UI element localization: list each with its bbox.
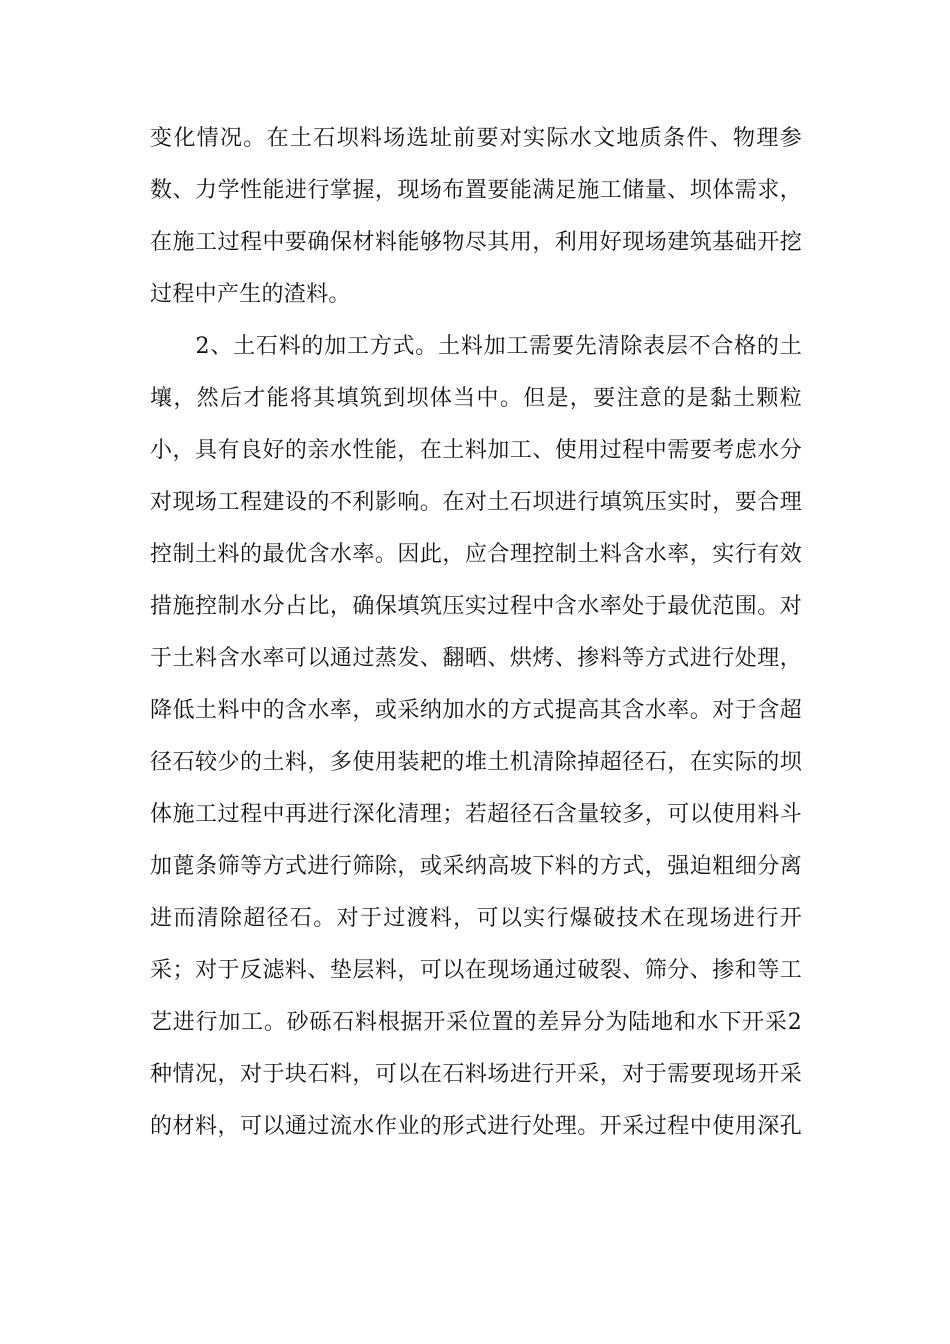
- text-line: 采；对于反滤料、垫层料，可以在现场通过破裂、筛分、掺和等工: [150, 958, 802, 983]
- text-line: 在施工过程中要确保材料能够物尽其用，利用好现场建筑基础开挖: [150, 230, 802, 255]
- text-line: 措施控制水分占比，确保填筑压实过程中含水率处于最优范围。对: [150, 594, 802, 619]
- text-line: 变化情况。在土石坝料场选址前要对实际水文地质条件、物理参: [150, 126, 802, 151]
- text-line: 径石较少的土料，多使用装耙的堆土机清除掉超径石，在实际的坝: [150, 750, 802, 775]
- text-line: 小，具有良好的亲水性能，在土料加工、使用过程中需要考虑水分: [150, 438, 802, 463]
- text-line: 于土料含水率可以通过蒸发、翻晒、烘烤、掺料等方式进行处理，: [150, 646, 802, 671]
- paragraph-start-line: 2、土石料的加工方式。土料加工需要先清除表层不合格的土: [150, 334, 802, 359]
- text-line: 体施工过程中再进行深化清理；若超径石含量较多，可以使用料斗: [150, 802, 802, 827]
- body-text: [150, 113, 802, 1153]
- text-line: 艺进行加工。砂砾石料根据开采位置的差异分为陆地和水下开采2: [150, 1010, 802, 1035]
- text-line: 数、力学性能进行掌握，现场布置要能满足施工储量、坝体需求，: [150, 178, 802, 203]
- text-line: 的材料，可以通过流水作业的形式进行处理。开采过程中使用深孔: [150, 1114, 802, 1139]
- paragraph-end-line: 过程中产生的渣料。: [150, 282, 351, 307]
- text-line: 加蓖条筛等方式进行筛除，或采纳高坡下料的方式，强迫粗细分离: [150, 854, 802, 879]
- text-line: 种情况，对于块石料，可以在石料场进行开采，对于需要现场开采: [150, 1062, 802, 1087]
- text-line: 壤，然后才能将其填筑到坝体当中。但是，要注意的是黏土颗粒: [150, 386, 802, 411]
- text-line: 控制土料的最优含水率。因此，应合理控制土料含水率，实行有效: [150, 542, 802, 567]
- text-line: 对现场工程建设的不利影响。在对土石坝进行填筑压实时，要合理: [150, 490, 802, 515]
- text-line: 进而清除超径石。对于过渡料，可以实行爆破技术在现场进行开: [150, 906, 802, 931]
- text-line: 降低土料中的含水率，或采纳加水的方式提高其含水率。对于含超: [150, 698, 802, 723]
